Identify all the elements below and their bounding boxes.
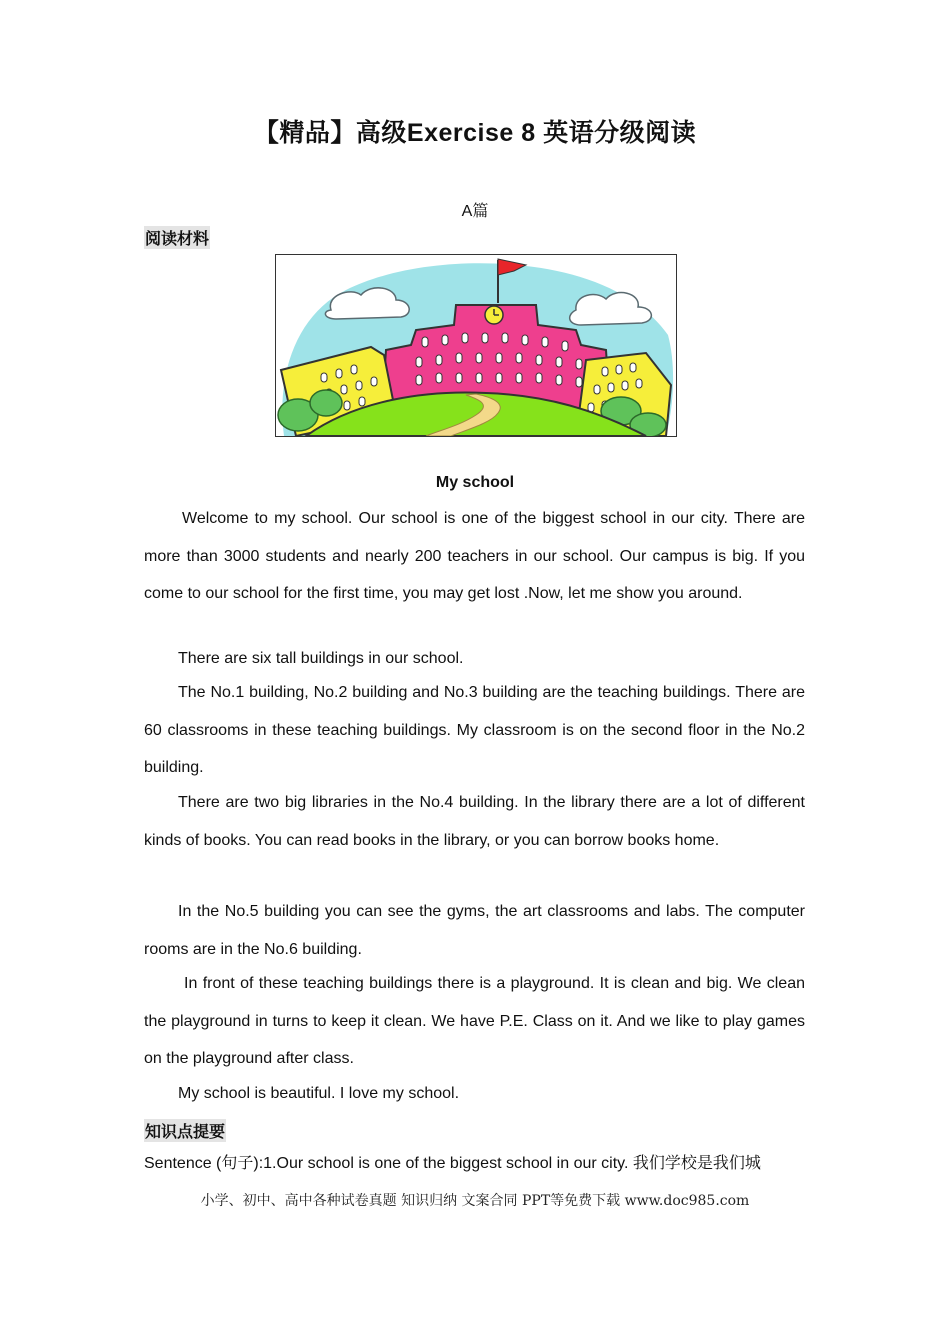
school-illustration xyxy=(275,254,677,437)
school-cartoon-image xyxy=(276,255,676,436)
story-title: My school xyxy=(435,474,515,491)
heading-knowledge-points: 知识点提要 xyxy=(144,1119,226,1142)
paragraph-5: In the No.5 building you can see the gyms, the art classrooms and labs. The computer rooms are in the No.6 building. xyxy=(144,903,805,958)
section-label: A篇 xyxy=(461,203,489,220)
paragraph-2: There are six tall buildings in our school. xyxy=(178,650,464,667)
paragraph-4: There are two big libraries in the No.4 building. In the library there are a lot of different kinds of books. You can read books in the library, or you can borrow books home. xyxy=(144,794,805,849)
document-title: 【精品】高级Exercise 8 英语分级阅读 xyxy=(253,119,697,147)
paragraph-6: In front of these teaching buildings there is a playground. It is clean and big. We clean the playground in turns to keep it clean. We have P.E. Class on it. And we like to play games on the playground after class. xyxy=(144,975,805,1067)
page-footer: 小学、初中、高中各种试卷真题 知识归纳 文案合同 PPT等免费下载 www.doc985.com xyxy=(200,1193,750,1209)
paragraph-1: Welcome to my school. Our school is one of the biggest school in our city. There are more than 3000 students and nearly 200 teachers in our school. Our campus is big. If you come to our school for the first time, you may get lost .Now, let me show you around. xyxy=(144,510,805,602)
heading-reading-material: 阅读材料 xyxy=(144,226,210,249)
paragraph-3: The No.1 building, No.2 building and No.3 building are the teaching buildings. There are 60 classrooms in these teaching buildings. My classroom is on the second floor in the No.2 building. xyxy=(144,684,805,776)
sentence-note: Sentence (句子):1.Our school is one of the biggest school in our city. 我们学校是我们城 xyxy=(144,1155,761,1172)
paragraph-7: My school is beautiful. I love my school. xyxy=(178,1085,460,1102)
